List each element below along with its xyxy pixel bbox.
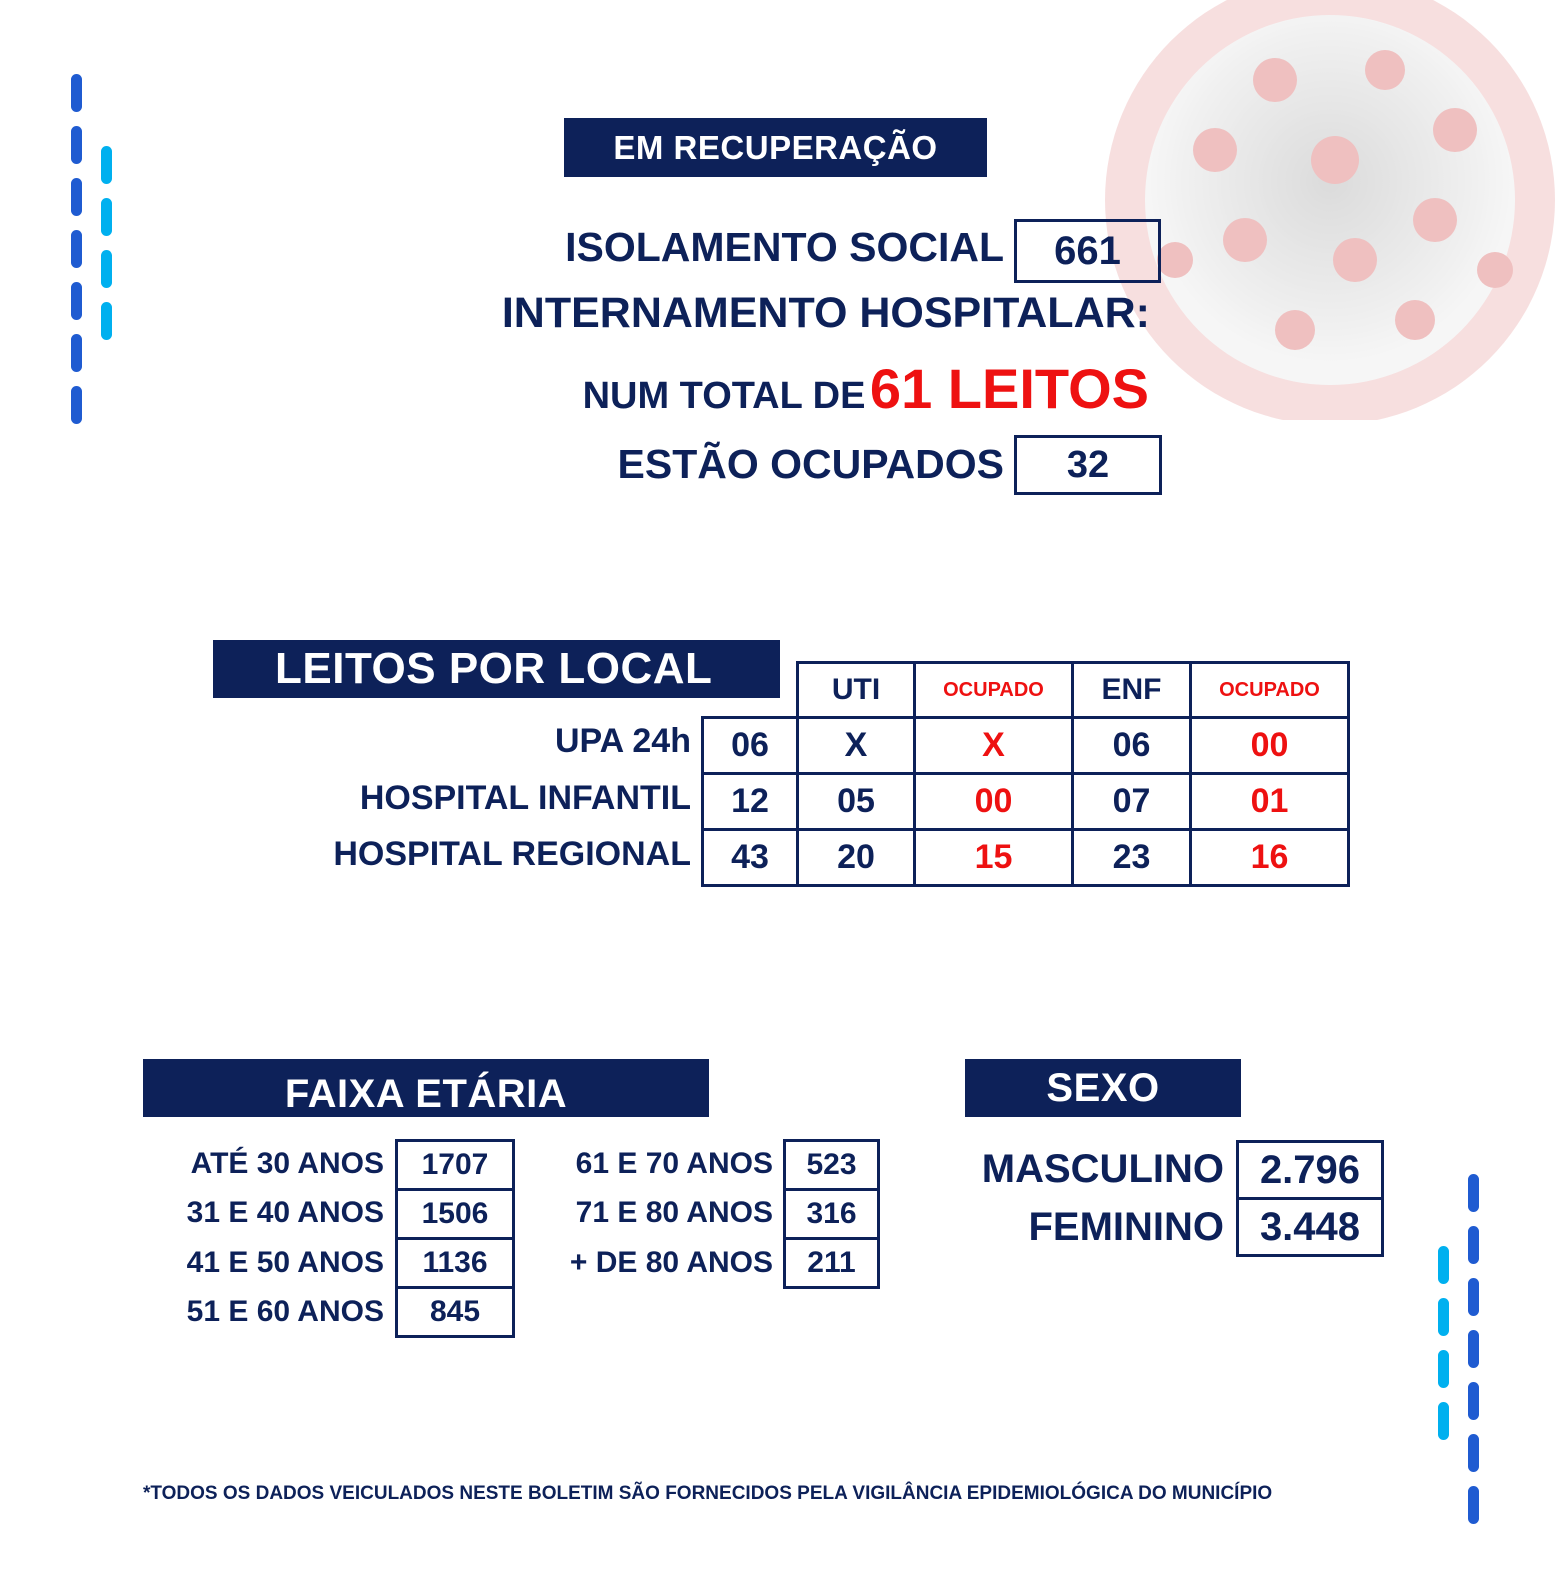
cell-total: 43 [703,830,798,886]
occupied-value: 32 [1066,443,1110,486]
occupied-label: ESTÃO OCUPADOS [617,441,1004,487]
female-label: FEMININO [1028,1205,1224,1249]
female-value: 3.448 [1259,1204,1361,1249]
header-uti-occupied: OCUPADO [915,663,1073,718]
isolation-value: 661 [1054,228,1121,273]
row-label-hospital-infantil: HOSPITAL INFANTIL [359,779,691,817]
age-value-box-6 [783,1237,880,1289]
male-value: 2.796 [1259,1147,1361,1192]
age-label-2: 41 E 50 ANOS [186,1246,384,1279]
cell-uti: 05 [798,774,915,830]
cell-uti-occupied: X [915,718,1073,774]
cell-uti-occupied: 15 [915,830,1073,886]
decorative-dashes-left-light [101,146,112,340]
hospital-label: INTERNAMENTO HOSPITALAR: [501,289,1150,337]
male-value-box [1236,1140,1384,1200]
age-value-box-1 [395,1188,515,1240]
age-value: 316 [806,1197,857,1230]
cell-enf: 07 [1073,774,1191,830]
cell-enf-occupied: 00 [1191,718,1349,774]
total-beds-value: 61 LEITOS [869,357,1149,420]
cell-enf: 23 [1073,830,1191,886]
decorative-dashes-right-dark [1468,1174,1479,1524]
female-value-box [1236,1197,1384,1257]
recovery-banner-title: EM RECUPERAÇÃO [613,128,938,166]
beds-banner [213,640,780,698]
coronavirus-illustration-icon [1085,0,1564,420]
row-label-hospital-regional: HOSPITAL REGIONAL [333,835,691,873]
age-label-0: ATÉ 30 ANOS [190,1147,384,1180]
male-label: MASCULINO [981,1147,1224,1191]
total-prefix: NUM TOTAL DE [582,375,866,417]
sex-banner-title: SEXO [1046,1065,1160,1110]
age-value: 845 [429,1295,481,1328]
header-enf: ENF [1073,663,1191,718]
beds-table-header [703,663,1349,718]
cell-total: 06 [703,718,798,774]
isolation-label: ISOLAMENTO SOCIAL [565,224,1004,270]
table-row [703,718,1349,774]
age-value: 1136 [422,1246,488,1279]
occupied-value-box [1014,435,1162,495]
age-value-box-0 [395,1139,515,1191]
sex-banner [965,1059,1241,1117]
cell-uti: X [798,718,915,774]
age-value-box-2 [395,1237,515,1289]
age-value-box-3 [395,1286,515,1338]
header-spacer [703,663,798,718]
beds-table [701,661,1350,887]
age-label-3: 51 E 60 ANOS [186,1295,384,1328]
cell-enf-occupied: 01 [1191,774,1349,830]
cell-total: 12 [703,774,798,830]
age-label-4: 61 E 70 ANOS [575,1147,773,1180]
table-row [703,774,1349,830]
cell-enf: 06 [1073,718,1191,774]
age-banner-title: FAIXA ETÁRIA [284,1071,568,1116]
age-label-5: 71 E 80 ANOS [575,1196,773,1229]
cell-enf-occupied: 16 [1191,830,1349,886]
age-value: 1707 [421,1148,489,1181]
row-label-upa: UPA 24h [554,722,691,760]
header-uti: UTI [798,663,915,718]
decorative-dashes-right-light [1438,1246,1449,1440]
age-value: 211 [807,1246,856,1279]
total-beds-line [583,356,1149,421]
age-value-box-4 [783,1139,880,1191]
cell-uti: 20 [798,830,915,886]
age-label-6: + DE 80 ANOS [569,1246,773,1279]
beds-banner-title: LEITOS POR LOCAL [275,644,713,693]
age-value: 523 [806,1148,857,1181]
recovery-banner [564,118,987,177]
age-value: 1506 [421,1197,489,1230]
cell-uti-occupied: 00 [915,774,1073,830]
header-enf-occupied: OCUPADO [1191,663,1349,718]
age-banner [143,1059,709,1117]
isolation-value-box [1014,219,1161,283]
age-label-1: 31 E 40 ANOS [186,1196,384,1229]
footer-disclaimer: *TODOS OS DADOS VEICULADOS NESTE BOLETIM SÃO FORNECIDOS PELA VIGILÂNCIA EPIDEMIOLÓGICA DO MUNICÍPIO [143,1483,1273,1504]
age-value-box-5 [783,1188,880,1240]
table-row [703,830,1349,886]
decorative-dashes-left-dark [71,74,82,424]
